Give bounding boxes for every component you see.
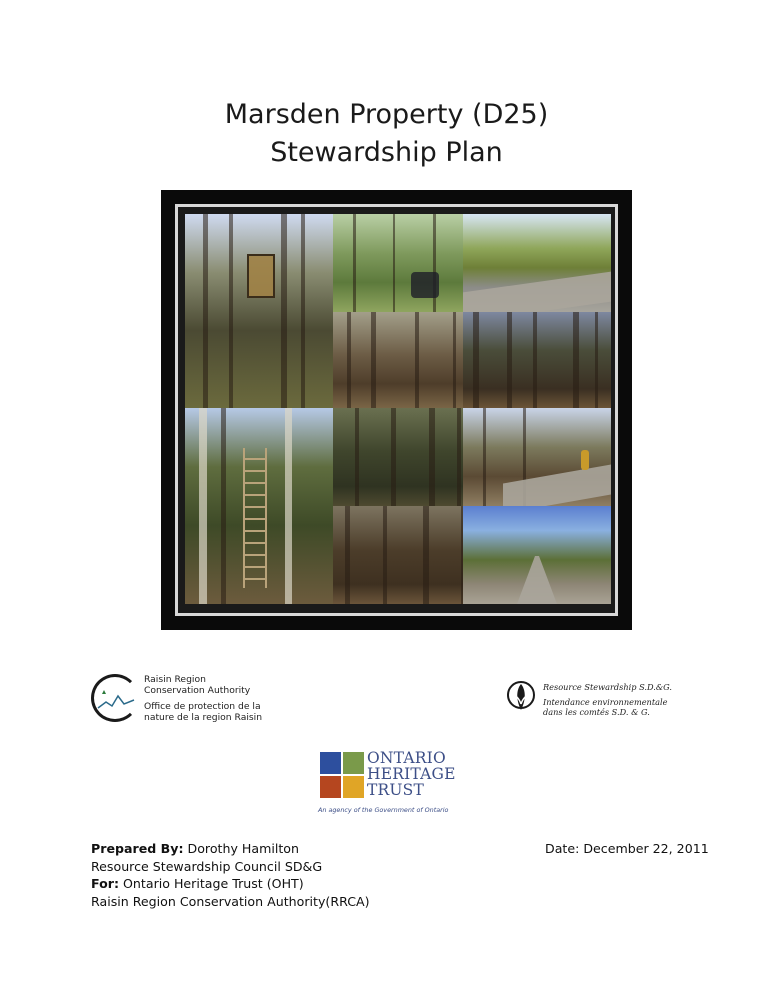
- title-line-2: Stewardship Plan: [270, 137, 503, 168]
- photo-deer-stand-box: [185, 214, 333, 408]
- oht-line-3: TRUST: [367, 781, 425, 799]
- rssdg-line-2: Intendance environnementale: [543, 697, 668, 707]
- oht-logo: [317, 749, 467, 819]
- photo-road-blue-sky: [463, 506, 611, 604]
- prepared-by-name: Dorothy Hamilton: [187, 841, 299, 856]
- photo-tree-stand-ladder: [185, 408, 333, 604]
- oht-squares-icon: [320, 752, 364, 798]
- title-line-1: Marsden Property (D25): [224, 99, 549, 130]
- oht-line-1: ONTARIO: [367, 749, 446, 767]
- page-title: [0, 96, 773, 172]
- rrca-logo: [89, 672, 289, 724]
- photo-collage-frame: [161, 190, 632, 630]
- photo-forest-floor: [333, 408, 463, 506]
- photo-collage-mat: [175, 204, 618, 616]
- rrca-line-1: Raisin Region: [144, 674, 206, 685]
- photo-people-walking-woods: [333, 214, 463, 312]
- photo-woodland-debris: [333, 506, 463, 604]
- photo-dense-forest: [463, 312, 611, 408]
- photo-person-on-trail: [463, 408, 611, 506]
- document-date: Date: December 22, 2011: [545, 841, 709, 856]
- rssdg-line-3: dans les comtés S.D. & G.: [543, 707, 650, 717]
- oht-tagline: An agency of the Government of Ontario: [318, 806, 449, 814]
- for-label: For:: [91, 876, 119, 891]
- credits-block: [91, 840, 370, 910]
- organization: Resource Stewardship Council SD&G: [91, 858, 323, 874]
- rrca-line-4: nature de la region Raisin: [144, 712, 263, 723]
- photo-forest-trunks: [333, 312, 463, 408]
- rrca-line-2: Conservation Authority: [144, 685, 251, 696]
- photo-collage: [185, 214, 608, 606]
- photo-gravel-road-trees: [463, 214, 611, 312]
- for-value: Ontario Heritage Trust (OHT): [123, 876, 304, 891]
- rrca-line-3: Office de protection de la: [144, 701, 261, 712]
- prepared-by-label: Prepared By:: [91, 841, 184, 856]
- rssdg-leaf-icon: [506, 680, 536, 714]
- rrca-wave-icon: [96, 690, 136, 712]
- oht-line-2: HERITAGE: [367, 765, 456, 783]
- rssdg-logo: [506, 680, 696, 720]
- for-value-2: Raisin Region Conservation Authority(RRCA): [91, 893, 370, 909]
- rssdg-line-1: Resource Stewardship S.D.&G.: [543, 682, 673, 692]
